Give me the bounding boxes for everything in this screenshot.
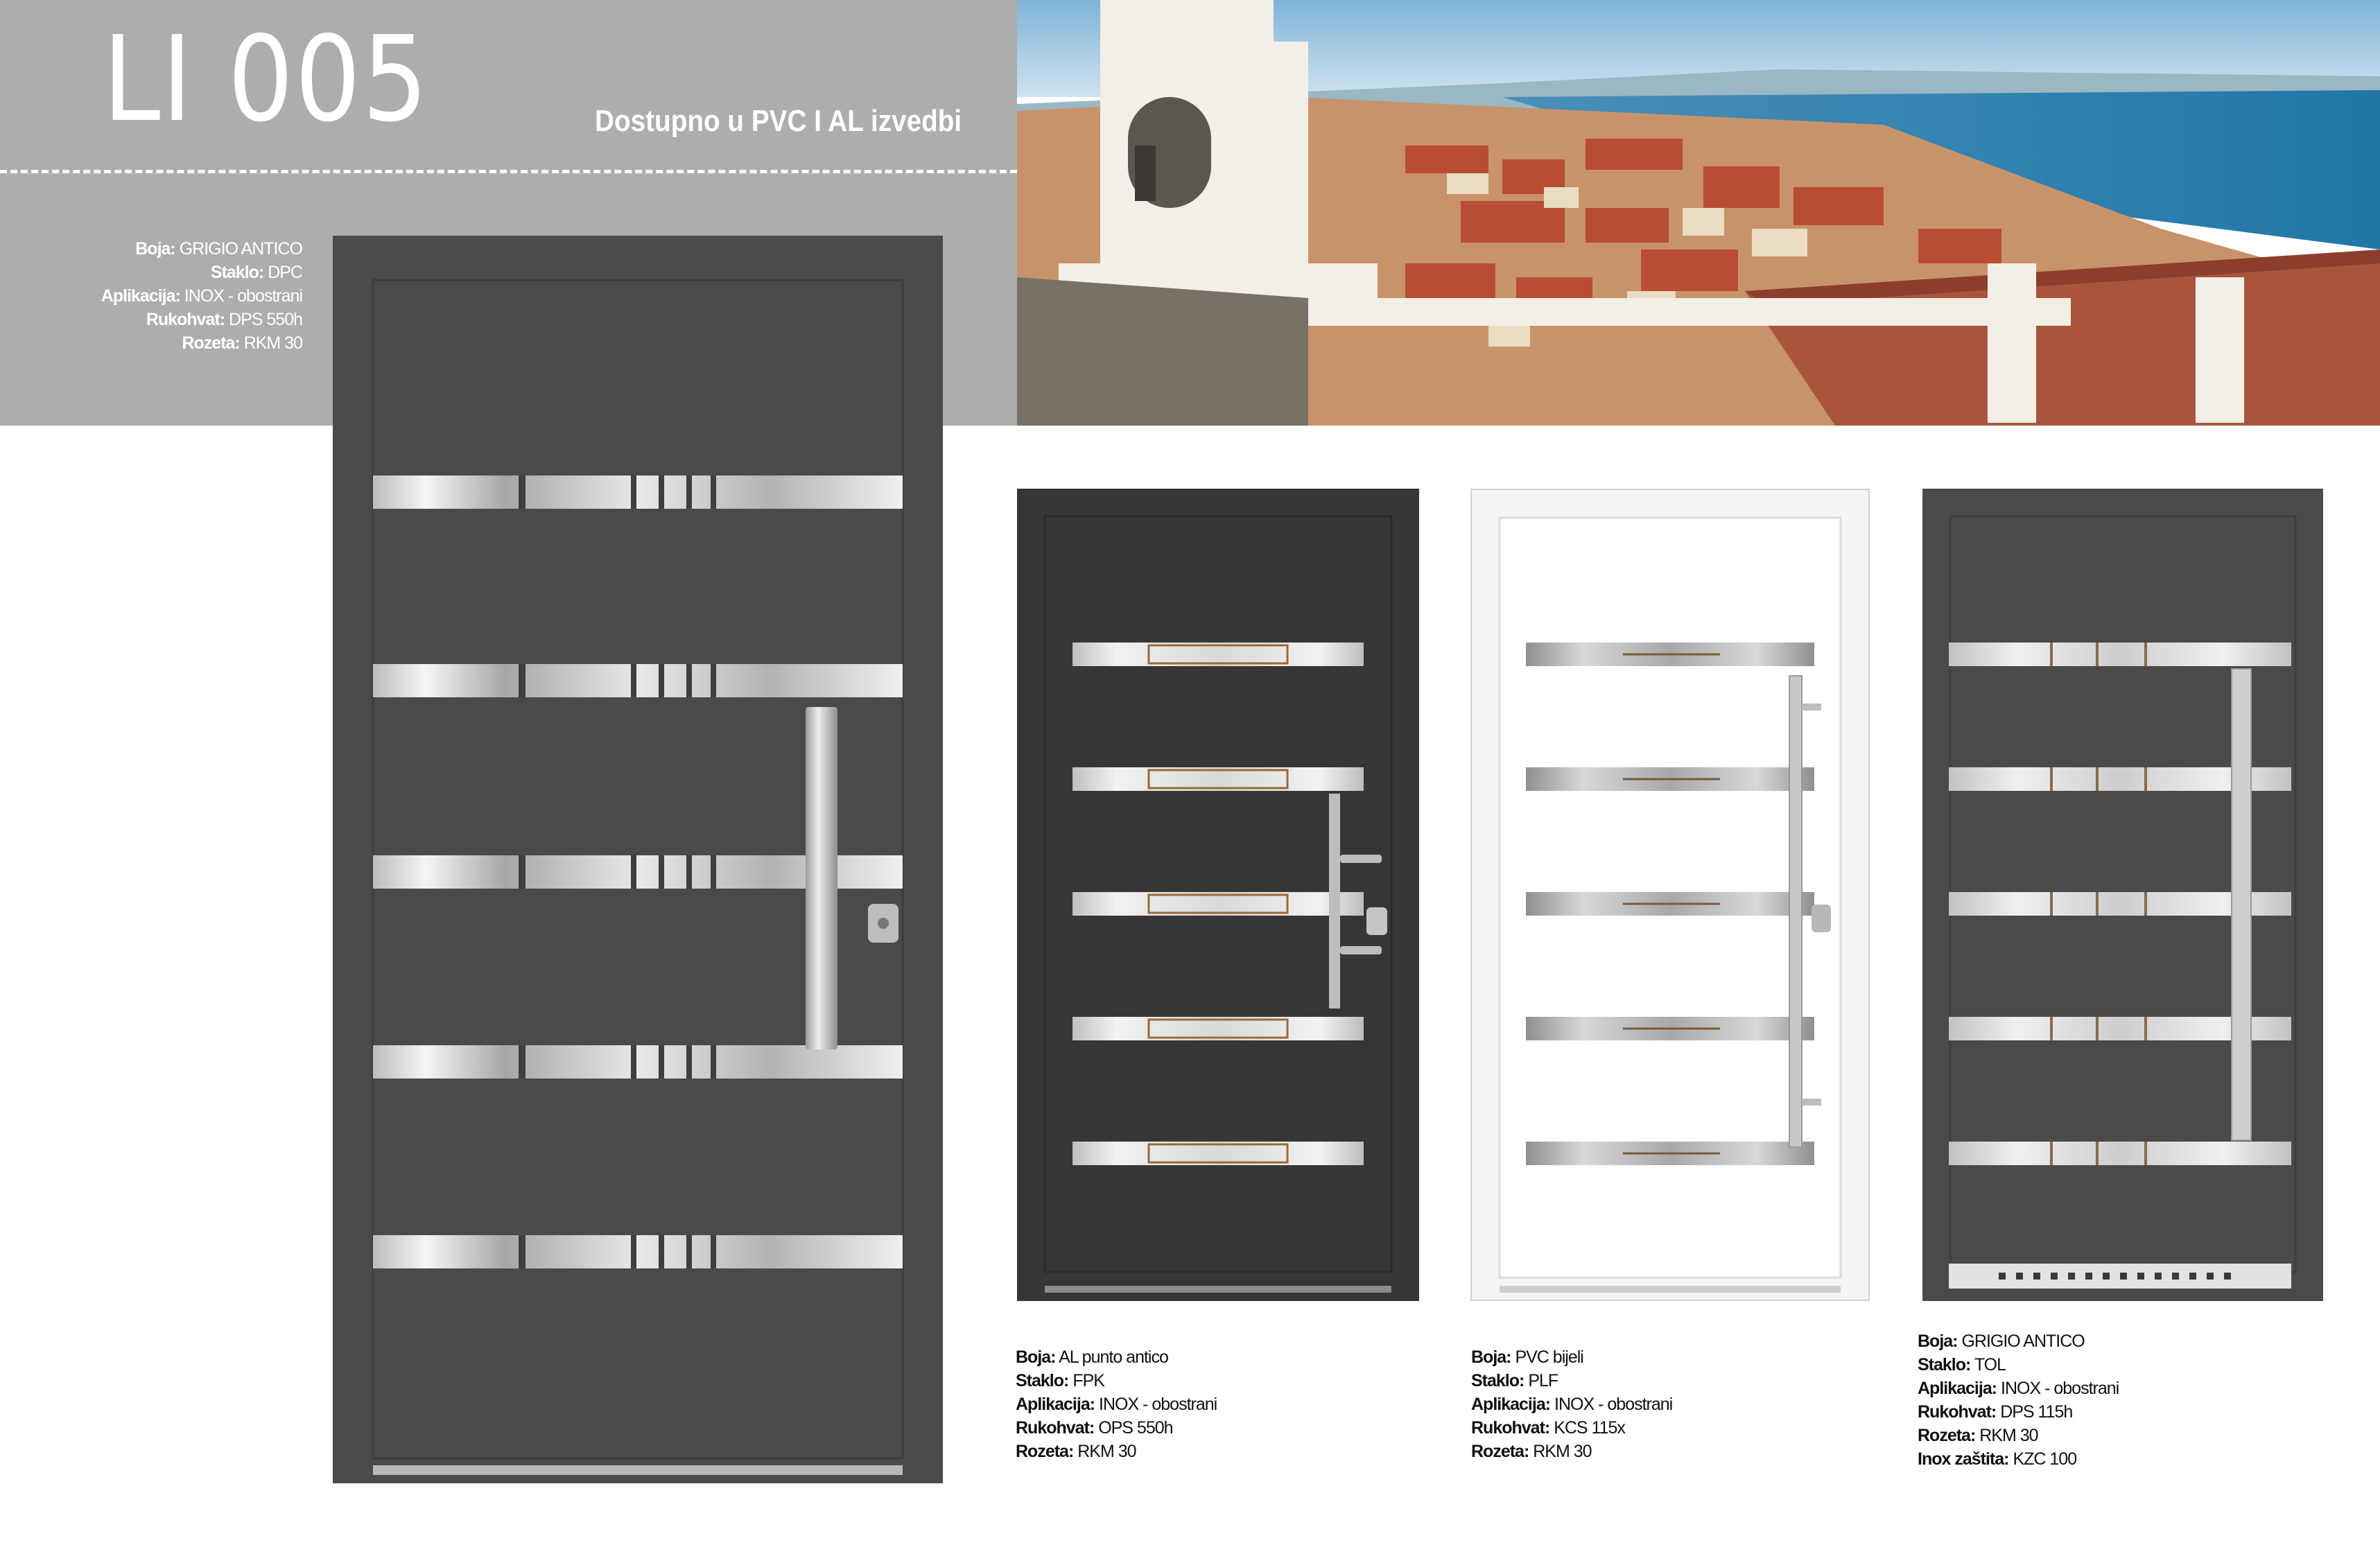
spec-label: Aplikacija: [1016, 1395, 1095, 1414]
spec-label: Boja: [1918, 1332, 1958, 1351]
variant-door-3 [1922, 489, 2323, 1301]
spec-value: INOX - obostrani [1099, 1395, 1217, 1414]
spec-row [1471, 1393, 1915, 1416]
spec-value: RKM 30 [1979, 1426, 2038, 1445]
spec-value: OPS 550h [1098, 1418, 1173, 1438]
spec-row [1016, 1345, 1459, 1369]
spec-value: DPS 115h [2000, 1402, 2073, 1422]
spec-label: Rozeta: [1016, 1442, 1074, 1461]
spec-value: RKM 30 [1533, 1442, 1592, 1461]
spec-value: PLF [1528, 1371, 1558, 1390]
model-title: LI 005 [103, 11, 430, 148]
spec-row [1918, 1424, 2361, 1447]
spec-value: FPK [1072, 1371, 1104, 1390]
spec-value: INOX - obostrani [2001, 1379, 2119, 1398]
spec-row [1918, 1447, 2361, 1471]
handle-bar-icon [1789, 676, 1802, 1147]
spec-label: Rukohvat: [1016, 1418, 1095, 1438]
spec-row [1918, 1377, 2361, 1400]
spec-value: KZC 100 [2013, 1449, 2077, 1469]
spec-value: INOX - obostrani [184, 286, 302, 306]
spec-label: Rozeta: [1918, 1426, 1976, 1445]
variant-1-specs [1016, 1345, 1459, 1463]
spec-label: Rukohvat: [1471, 1418, 1550, 1438]
variant-3-specs [1918, 1329, 2361, 1471]
spec-label: Boja: [1471, 1347, 1511, 1367]
city-photo [1017, 0, 2380, 426]
stainless-bar-icon [373, 1045, 903, 1079]
variant-door-2-illustration [1470, 489, 1870, 1301]
spec-row [1016, 1440, 1459, 1463]
spec-row [1918, 1353, 2361, 1377]
dashed-divider [0, 170, 1017, 173]
availability-note: Dostupno u PVC I AL izvedbi [595, 104, 962, 138]
spec-label: Rukohvat: [146, 310, 225, 329]
handle-bar-icon [806, 707, 837, 1049]
stainless-bar-icon [1949, 1142, 2291, 1165]
spec-value: GRIGIO ANTICO [1961, 1332, 2085, 1351]
spec-label: Staklo: [1918, 1355, 1971, 1374]
spec-label: Aplikacija: [1918, 1379, 1997, 1398]
spec-row [1918, 1329, 2361, 1353]
door-lock-rosette-icon [1812, 905, 1831, 932]
spec-label: Aplikacija: [1471, 1395, 1551, 1414]
variant-door-1 [1017, 489, 1419, 1301]
stainless-bar-icon [1949, 643, 2291, 666]
main-door [333, 236, 943, 1483]
door-lock-rosette-icon [1366, 907, 1387, 935]
spec-value: AL punto antico [1059, 1347, 1168, 1367]
spec-label: Rozeta: [182, 333, 240, 353]
spec-row [1471, 1416, 1915, 1440]
spec-row [55, 308, 302, 331]
spec-value: DPS 550h [229, 310, 302, 329]
spec-row [55, 284, 302, 308]
variant-2-specs [1471, 1345, 1915, 1463]
spec-label: Boja: [135, 239, 175, 259]
spec-label: Staklo: [210, 263, 264, 282]
spec-row [1471, 1440, 1915, 1463]
spec-row [55, 237, 302, 261]
handle-bar-icon [1329, 794, 1340, 1009]
spec-row [55, 261, 302, 284]
stainless-bar-icon [373, 664, 903, 697]
spec-value: DPC [268, 263, 302, 282]
spec-row [1471, 1369, 1915, 1393]
spec-row [1918, 1400, 2361, 1424]
spec-label: Staklo: [1471, 1371, 1525, 1390]
spec-label: Inox zaštita: [1918, 1449, 2009, 1469]
main-door-specs [55, 237, 302, 355]
spec-row [1016, 1416, 1459, 1440]
spec-value: GRIGIO ANTICO [179, 239, 302, 259]
spec-label: Rukohvat: [1918, 1402, 1997, 1422]
variant-door-1-illustration [1017, 489, 1419, 1301]
spec-label: Rozeta: [1471, 1442, 1529, 1461]
spec-row [1471, 1345, 1915, 1369]
variant-door-3-illustration [1922, 489, 2323, 1301]
spec-value: INOX - obostrani [1554, 1395, 1673, 1414]
spec-row [55, 331, 302, 355]
handle-bar-icon [2232, 669, 2251, 1140]
spec-value: KCS 115x [1554, 1418, 1625, 1438]
spec-row [1016, 1393, 1459, 1416]
stainless-bar-icon [373, 1235, 903, 1268]
stainless-bar-icon [373, 475, 903, 509]
spec-value: RKM 30 [1077, 1442, 1136, 1461]
spec-label: Boja: [1016, 1347, 1056, 1367]
spec-value: RKM 30 [243, 333, 302, 353]
spec-value: TOL [1974, 1355, 2006, 1374]
spec-value: PVC bijeli [1515, 1347, 1583, 1367]
variant-door-2 [1470, 489, 1870, 1301]
spec-label: Aplikacija: [101, 286, 180, 306]
spec-row [1016, 1369, 1459, 1393]
city-photo-illustration [1017, 0, 2380, 426]
spec-label: Staklo: [1016, 1371, 1069, 1390]
main-door-illustration [333, 236, 943, 1483]
